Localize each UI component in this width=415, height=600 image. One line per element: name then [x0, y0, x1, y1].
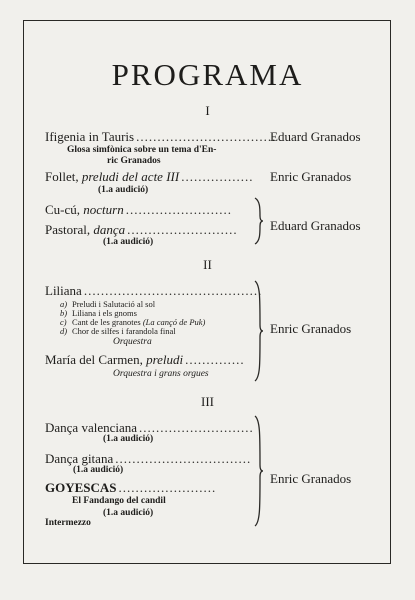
follet-note: (1.a audició) — [98, 185, 149, 195]
brace-part-two — [253, 281, 263, 381]
goyescas-title: GOYESCAS — [45, 480, 117, 495]
follet-composer: Enric Granados — [270, 169, 352, 184]
danca-gitana-title: Dança gitana — [45, 451, 114, 466]
goyescas-subtitle: El Fandango del candil — [72, 496, 166, 506]
danca-valenciana-title: Dança valenciana — [45, 420, 138, 435]
movement-text: Liliana i els gnoms — [72, 308, 137, 318]
movement-letter: c) — [60, 317, 67, 327]
danca-valenciana-note: (1.a audició) — [103, 434, 154, 444]
leader-dots: ........................... — [139, 420, 254, 435]
goyescas-note: (1.a audició) — [103, 508, 154, 518]
ifigenia-note-line1: Glosa simfònica sobre un tema d'En- — [67, 145, 217, 155]
program-item-danca-gitana — [45, 451, 255, 465]
ifigenia-title: Ifigenia in Tauris — [45, 129, 135, 144]
ifigenia-note-line2: ric Granados — [107, 156, 161, 166]
pastoral-note: (1.a audició) — [103, 237, 154, 247]
cucu-subtitle: nocturn — [83, 202, 124, 217]
leader-dots: ................. — [181, 169, 254, 184]
liliana-title: Liliana — [45, 283, 82, 298]
follet-title: Follet, — [45, 169, 79, 184]
movement-text: Cant de les granotes — [72, 317, 141, 327]
section-heading-part-one: I — [205, 103, 210, 118]
program-item-follet — [45, 169, 255, 183]
pastoral-title: Pastoral, — [45, 222, 91, 237]
leader-dots: .......................... — [127, 222, 238, 237]
pastoral-composer: Eduard Granados — [270, 218, 361, 233]
movement-letter: d) — [60, 326, 68, 336]
brace-cucu-pastoral — [253, 198, 263, 244]
leader-dots: ......................... — [125, 202, 232, 217]
program-item-cucu — [45, 202, 255, 216]
movement-letter: b) — [60, 308, 68, 318]
page-title: PROGRAMA — [111, 57, 304, 92]
movement-italic: (La cançó de Puk) — [142, 317, 206, 327]
movement-text: Preludi i Salutació al sol — [72, 299, 156, 309]
leader-dots: ................................ — [115, 451, 252, 466]
danca-gitana-note: (1.a audició) — [73, 465, 124, 475]
leader-dots: ................................. — [136, 129, 277, 144]
maria-title: María del Carmen, — [45, 352, 143, 367]
program-item-pastoral — [45, 222, 255, 236]
part-two-composer: Enric Granados — [270, 321, 352, 336]
ifigenia-composer: Eduard Granados — [270, 129, 361, 144]
brace-part-three — [253, 416, 263, 526]
section-heading-part-two: II — [203, 257, 212, 272]
leader-dots: .............. — [185, 352, 245, 367]
program-item-goyescas — [45, 480, 255, 494]
cucu-title: Cu-cú, — [45, 202, 81, 217]
maria-ensemble: Orquestra i grans orgues — [113, 369, 209, 379]
liliana-movement-d — [60, 326, 176, 336]
section-heading-part-three: III — [201, 394, 214, 409]
program-item-ifigenia — [45, 129, 277, 144]
movement-text: Chor de silfes i farandola final — [72, 326, 176, 336]
leader-dots: ....................... — [118, 480, 217, 495]
program-item-maria — [45, 352, 255, 366]
maria-subtitle: preludi — [146, 352, 184, 367]
liliana-ensemble: Orquestra — [113, 337, 152, 347]
follet-subtitle: preludi del acte III — [81, 169, 180, 184]
pastoral-subtitle: dança — [93, 222, 126, 237]
part-three-composer: Enric Granados — [270, 471, 352, 486]
leader-dots: .......................................... — [83, 283, 263, 298]
program-item-liliana — [45, 283, 263, 298]
movement-letter: a) — [60, 299, 68, 309]
program-item-danca-valenciana — [45, 420, 255, 434]
goyescas-intermezzo: Intermezzo — [45, 518, 91, 528]
